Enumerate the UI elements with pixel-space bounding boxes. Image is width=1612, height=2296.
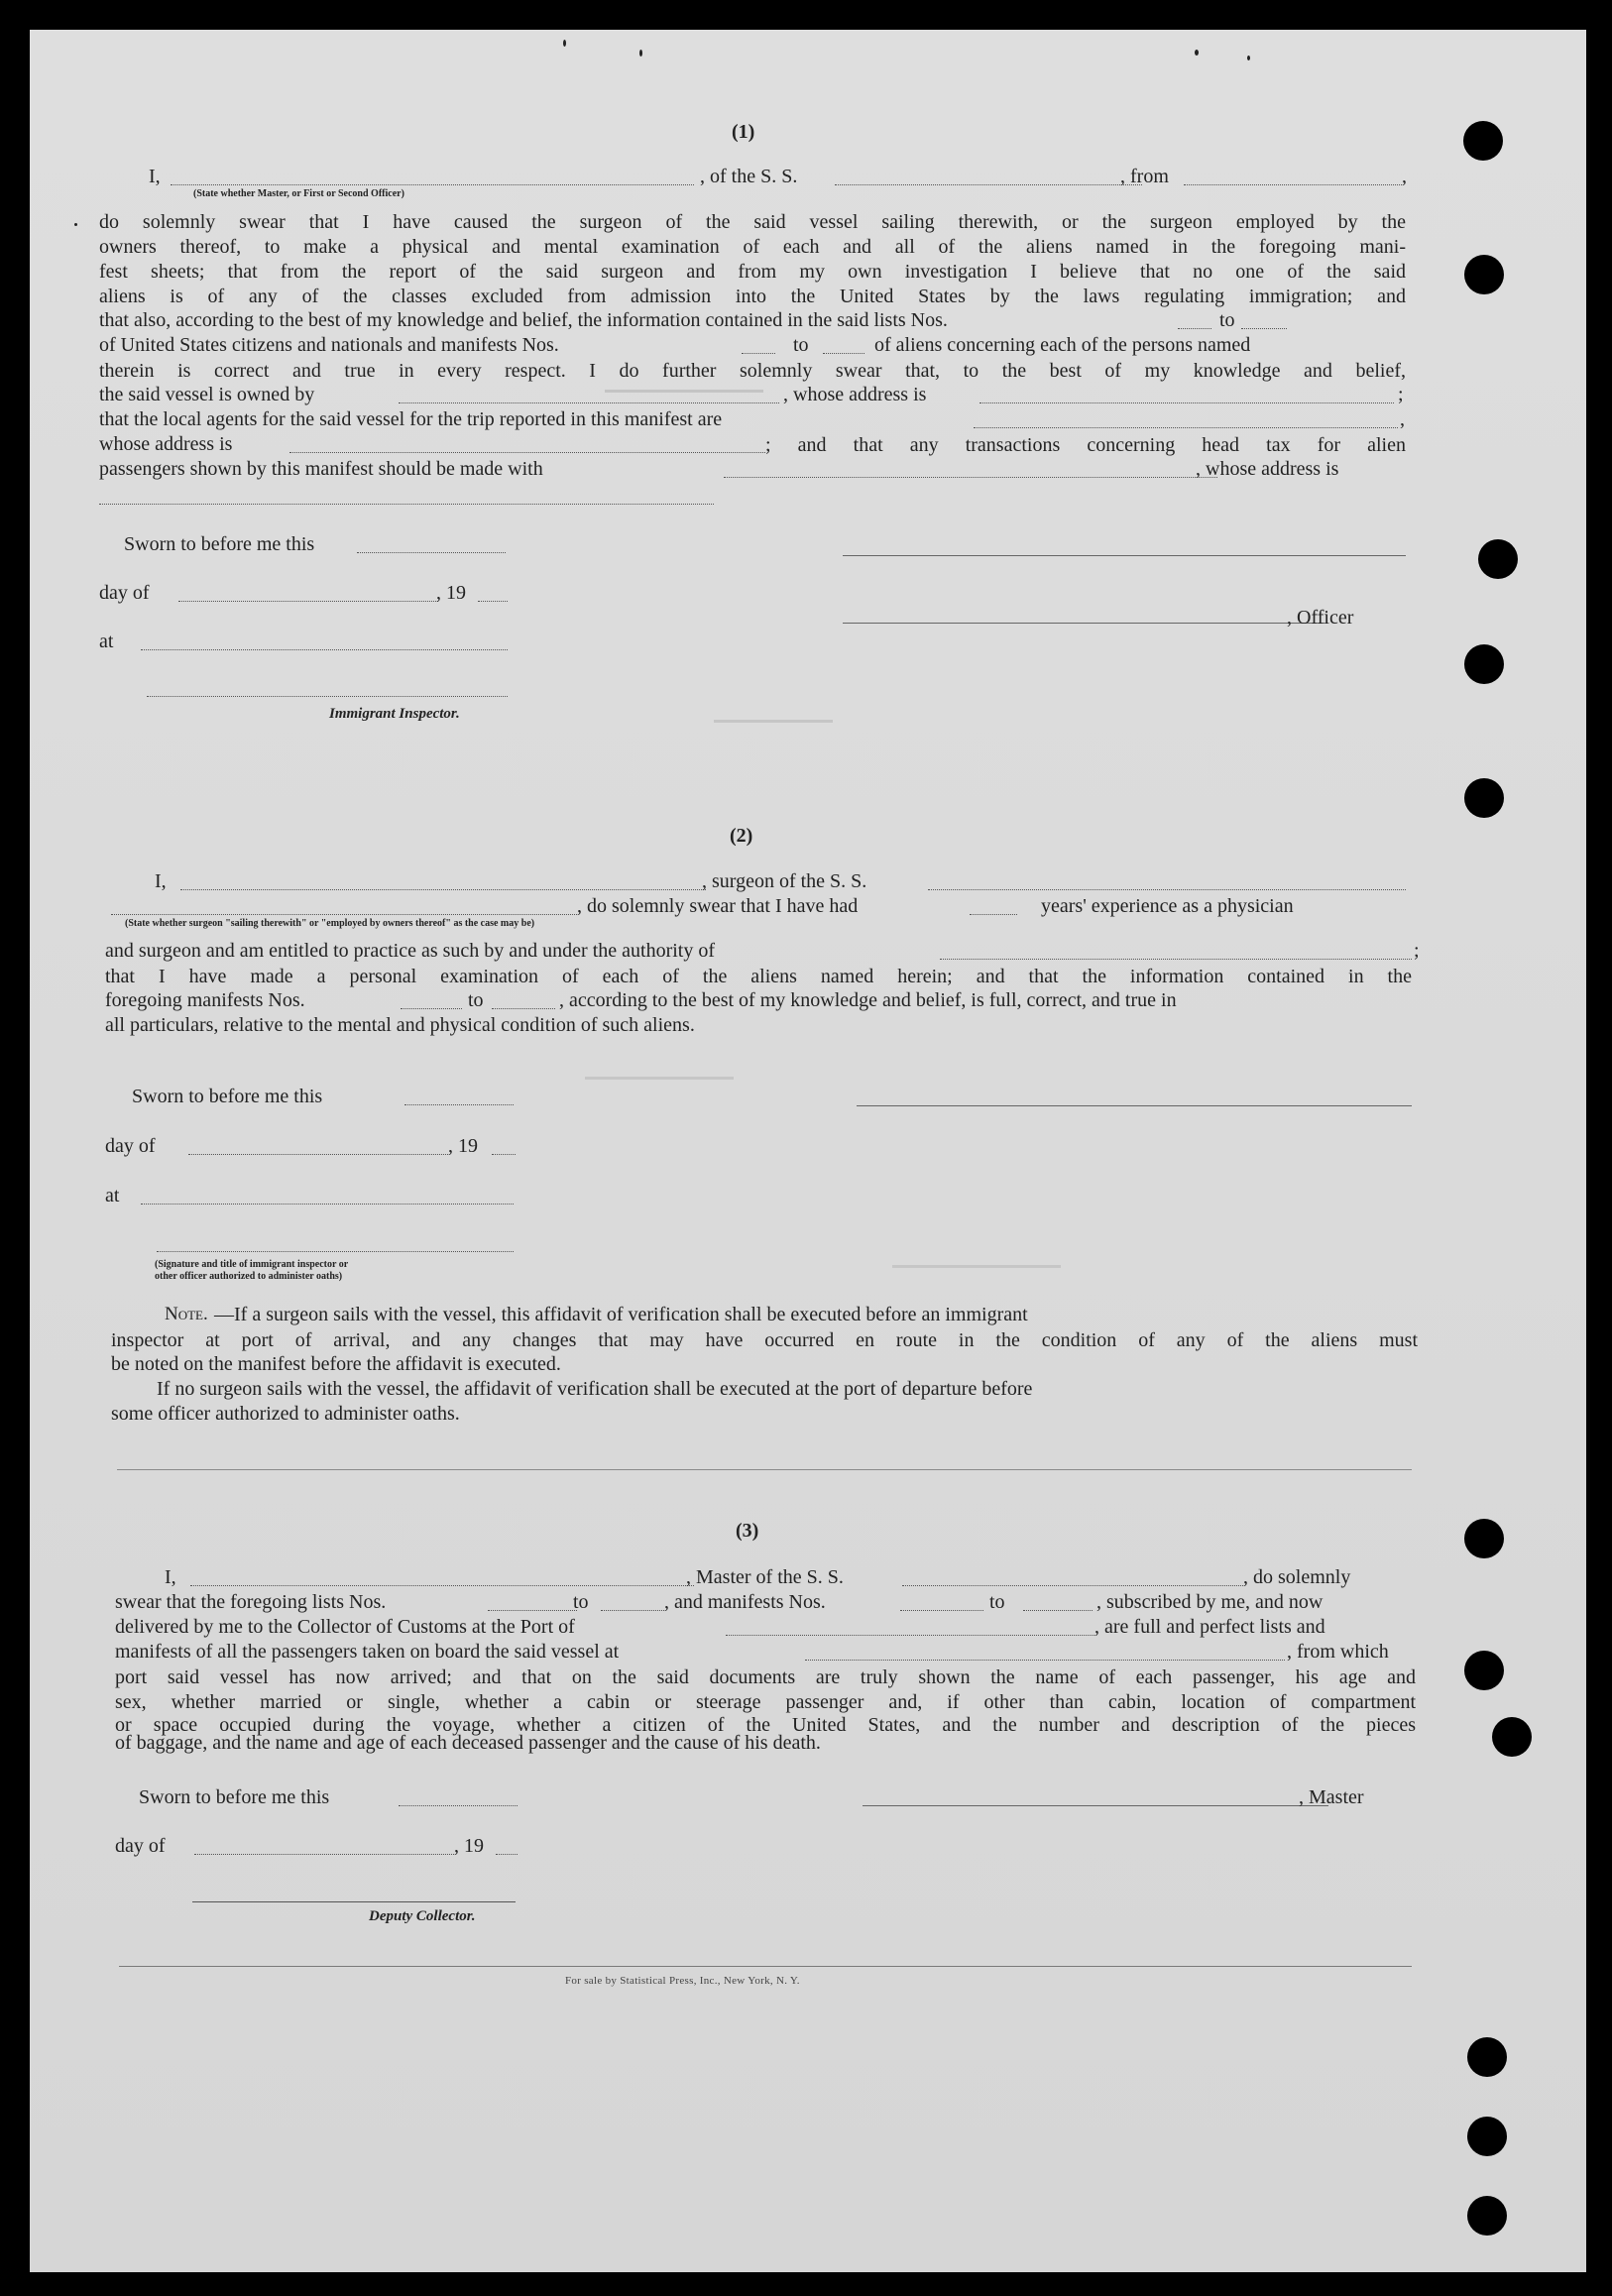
master-lists-from-field[interactable] bbox=[488, 1610, 577, 1611]
year-field-2[interactable] bbox=[492, 1154, 516, 1155]
oath-paragraph-line: do solemnly swear that I have caused the surgeon of the said vessel sailing therewith, or the surgeon employed by the bbox=[99, 211, 1406, 233]
delivered-text: delivered by me to the Collector of Customs at the Port of bbox=[115, 1616, 575, 1638]
surgeon-prefix: I, bbox=[155, 870, 167, 892]
punch-hole bbox=[1464, 1651, 1504, 1690]
speck bbox=[563, 40, 566, 47]
owner-address-field[interactable] bbox=[979, 402, 1394, 403]
oath-paragraph-line: fest sheets; that from the report of the said surgeon and from my own investigation I believe that no one of the said bbox=[99, 261, 1406, 283]
speck bbox=[639, 50, 642, 57]
vessel-name-field[interactable] bbox=[835, 184, 1142, 185]
note-label: Note. bbox=[165, 1304, 208, 1324]
surgeon-of-ss-label: , surgeon of the S. S. bbox=[702, 870, 867, 892]
section-2-number: (2) bbox=[730, 825, 753, 847]
citizens-text: of United States citizens and nationals and manifests Nos. bbox=[99, 334, 559, 356]
experience-text: years' experience as a physician bbox=[1041, 895, 1294, 917]
officer-label: , Officer bbox=[1287, 607, 1354, 629]
punch-hole bbox=[1467, 2196, 1507, 2236]
officer-signature-field[interactable] bbox=[157, 1251, 514, 1252]
to-label: to bbox=[1219, 309, 1235, 331]
bleed-through-mark bbox=[585, 1061, 734, 1080]
punch-hole bbox=[1464, 1519, 1504, 1558]
section-1-number: (1) bbox=[732, 121, 755, 143]
note-text: If no surgeon sails with the vessel, the affidavit of verification shall be executed at the port of departure before bbox=[157, 1378, 1033, 1400]
taken-on-board-text: manifests of all the passengers taken on board the said vessel at bbox=[115, 1641, 620, 1663]
day-of-label: day of bbox=[99, 582, 150, 604]
master-oath-line: sex, whether married or single, whether a cabin or steerage passenger and, if other than cabin, location of compartment bbox=[115, 1691, 1416, 1713]
surgeon-swear-text: , do solemnly swear that I have had bbox=[577, 895, 859, 917]
belief-text: , according to the best of my knowledge and belief, is full, correct, and true in bbox=[559, 989, 1177, 1011]
semicolon: ; bbox=[1414, 940, 1420, 962]
agent-address-field[interactable] bbox=[289, 452, 765, 453]
surgeon-name-field[interactable] bbox=[180, 889, 706, 890]
sworn-date-field[interactable] bbox=[357, 552, 506, 553]
note-text: some officer authorized to administer oaths. bbox=[111, 1403, 460, 1425]
lists-text: that also, according to the best of my knowledge and belief, the information contained in the said lists Nos. bbox=[99, 309, 948, 331]
from-label: , from bbox=[1120, 166, 1169, 187]
master-vessel-field[interactable] bbox=[902, 1585, 1243, 1586]
collector-caption: Deputy Collector. bbox=[369, 1908, 476, 1924]
year-field[interactable] bbox=[478, 601, 508, 602]
master-oath-line: or space occupied during the voyage, whether a citizen of the United States, and the number and description of the pieces bbox=[115, 1714, 1416, 1736]
day-of-field[interactable] bbox=[178, 601, 438, 602]
of-ss-label: , of the S. S. bbox=[700, 166, 798, 187]
note-text: —If a surgeon sails with the vessel, this affidavit of verification shall be executed before an immigrant bbox=[214, 1304, 1028, 1325]
sworn-date-field-3[interactable] bbox=[399, 1805, 518, 1806]
day-of-field-3[interactable] bbox=[194, 1854, 454, 1855]
master-label: , Master bbox=[1299, 1786, 1364, 1808]
head-tax-contact-label: passengers shown by this manifest should be made with bbox=[99, 458, 543, 480]
authority-text: and surgeon and am entitled to practice as such by and under the authority of bbox=[105, 940, 715, 962]
year-label: , 19 bbox=[448, 1135, 478, 1157]
contact-address-label: , whose address is bbox=[1196, 458, 1339, 480]
surgeon-manifests-to-field[interactable] bbox=[492, 1008, 555, 1009]
head-tax-text: ; and that any transactions concerning head tax for alien bbox=[765, 434, 1406, 456]
authority-field[interactable] bbox=[940, 959, 1412, 960]
oath-paragraph-line: aliens is of any of the classes excluded from admission into the United States by the laws regulating immigration; and bbox=[99, 286, 1406, 307]
particulars-text: all particulars, relative to the mental and physical condition of such aliens. bbox=[105, 1014, 695, 1036]
year-field-3[interactable] bbox=[496, 1854, 518, 1855]
speck bbox=[1247, 56, 1250, 60]
master-oath-line: of baggage, and the name and age of each deceased passenger and the cause of his death. bbox=[115, 1732, 821, 1754]
examination-text: that I have made a personal examination of each of the aliens named herein; and that the information contained in the bbox=[105, 966, 1412, 987]
master-of-ss-label: , Master of the S. S. bbox=[686, 1566, 844, 1588]
boarding-port-field[interactable] bbox=[805, 1660, 1285, 1661]
local-agents-label: that the local agents for the said vessel for the trip reported in this manifest are bbox=[99, 408, 723, 430]
punch-hole bbox=[1492, 1717, 1532, 1757]
punch-hole bbox=[1464, 644, 1504, 684]
officer-name-field[interactable] bbox=[171, 184, 694, 185]
master-oath-line: port said vessel has now arrived; and that on the said documents are truly shown the name of each passenger, his age and bbox=[115, 1666, 1416, 1688]
note-text: inspector at port of arrival, and any changes that may have occurred en route in the condition of any of the aliens must bbox=[111, 1329, 1418, 1351]
collector-signature-line[interactable] bbox=[192, 1901, 516, 1902]
master-manifests-from-field[interactable] bbox=[900, 1610, 983, 1611]
surgeon-vessel-field[interactable] bbox=[928, 889, 1406, 890]
subscribed-text: , subscribed by me, and now bbox=[1096, 1591, 1324, 1613]
oath-paragraph-line: owners thereof, to make a physical and mental examination of each and all of the aliens named in the foregoing mani- bbox=[99, 236, 1406, 258]
at-label: at bbox=[105, 1185, 120, 1206]
manifests-from-field[interactable] bbox=[742, 353, 775, 354]
punch-hole bbox=[1464, 778, 1504, 818]
at-label: at bbox=[99, 631, 114, 652]
head-tax-contact-field[interactable] bbox=[724, 477, 1217, 478]
punch-hole bbox=[1478, 539, 1518, 579]
local-agents-field[interactable] bbox=[974, 427, 1398, 428]
punch-hole bbox=[1467, 2037, 1507, 2077]
lists-from-field[interactable] bbox=[1178, 328, 1211, 329]
master-name-field[interactable] bbox=[190, 1585, 694, 1586]
officer-signature-line[interactable] bbox=[843, 555, 1406, 556]
at-field-2[interactable] bbox=[141, 1204, 514, 1205]
printer-imprint: For sale by Statistical Press, Inc., New York, N. Y. bbox=[565, 1975, 800, 1987]
speck bbox=[1195, 50, 1199, 56]
inspector-signature-field[interactable] bbox=[147, 696, 508, 697]
bleed-through-mark bbox=[714, 704, 833, 723]
punch-hole bbox=[1467, 2117, 1507, 2156]
surgeon-signature-line[interactable] bbox=[857, 1105, 1412, 1106]
agent-address-label: whose address is bbox=[99, 433, 233, 455]
contact-address-field[interactable] bbox=[99, 504, 714, 505]
to-label: to bbox=[793, 334, 809, 356]
to-label: to bbox=[468, 989, 484, 1011]
comma: , bbox=[1402, 166, 1407, 187]
footer-divider bbox=[119, 1966, 1412, 1967]
to-label: to bbox=[573, 1591, 589, 1613]
oath-paragraph-line: therein is correct and true in every respect. I do further solemnly swear that, to the best of my knowledge and belief, bbox=[99, 360, 1406, 382]
master-lists-to-field[interactable] bbox=[601, 1610, 664, 1611]
year-label: , 19 bbox=[454, 1835, 484, 1857]
years-experience-field[interactable] bbox=[970, 914, 1017, 915]
section-3-number: (3) bbox=[736, 1520, 759, 1542]
departure-port-field[interactable] bbox=[1184, 184, 1402, 185]
day-of-field-2[interactable] bbox=[188, 1154, 448, 1155]
semicolon: ; bbox=[1398, 384, 1404, 405]
manifests-to-field[interactable] bbox=[823, 353, 864, 354]
year-label: , 19 bbox=[436, 582, 466, 604]
day-of-label: day of bbox=[115, 1835, 166, 1857]
affiant-prefix: I, bbox=[149, 166, 161, 187]
manifests-text: , and manifests Nos. bbox=[664, 1591, 826, 1613]
bleed-through-mark bbox=[892, 1249, 1061, 1268]
surgeon-status-caption: (State whether surgeon "sailing therewith" or "employed by owners thereof" as the case may be) bbox=[125, 918, 535, 929]
to-label: to bbox=[989, 1591, 1005, 1613]
master-prefix: I, bbox=[165, 1566, 176, 1588]
sworn-date-field-2[interactable] bbox=[404, 1104, 514, 1105]
customs-port-field[interactable] bbox=[726, 1635, 1094, 1636]
comma: , bbox=[1400, 408, 1405, 430]
perfect-lists-text: , are full and perfect lists and bbox=[1094, 1616, 1325, 1638]
sworn-label: Sworn to before me this bbox=[124, 533, 315, 555]
sworn-label: Sworn to before me this bbox=[132, 1086, 323, 1107]
manifest-page bbox=[30, 30, 1586, 2272]
owner-field[interactable] bbox=[399, 402, 779, 403]
surgeon-status-field[interactable] bbox=[111, 914, 577, 915]
officer-name-line[interactable] bbox=[843, 623, 1324, 624]
lists-to-field[interactable] bbox=[1241, 328, 1287, 329]
master-signature-line[interactable] bbox=[863, 1805, 1328, 1806]
manifests-label: foregoing manifests Nos. bbox=[105, 989, 305, 1011]
owned-by-label: the said vessel is owned by bbox=[99, 384, 315, 405]
solemnly-text: , do solemnly bbox=[1243, 1566, 1351, 1588]
surgeon-manifests-from-field[interactable] bbox=[401, 1008, 462, 1009]
punch-hole bbox=[1463, 121, 1503, 161]
note-text: be noted on the manifest before the affidavit is executed. bbox=[111, 1353, 561, 1375]
at-field[interactable] bbox=[141, 649, 508, 650]
officer-role-caption: (State whether Master, or First or Second Officer) bbox=[193, 188, 404, 199]
signature-caption: (Signature and title of immigrant inspector or bbox=[155, 1259, 349, 1270]
owner-address-label: , whose address is bbox=[783, 384, 927, 405]
day-of-label: day of bbox=[105, 1135, 156, 1157]
inspector-caption: Immigrant Inspector. bbox=[329, 706, 460, 722]
punch-hole bbox=[1464, 255, 1504, 294]
lists-text: swear that the foregoing lists Nos. bbox=[115, 1591, 387, 1613]
speck bbox=[74, 223, 77, 226]
signature-caption: other officer authorized to administer oaths) bbox=[155, 1271, 343, 1282]
section-divider bbox=[117, 1469, 1412, 1470]
sworn-label: Sworn to before me this bbox=[139, 1786, 330, 1808]
from-which-text: , from which bbox=[1287, 1641, 1389, 1663]
aliens-text: of aliens concerning each of the persons named bbox=[874, 334, 1251, 356]
master-manifests-to-field[interactable] bbox=[1023, 1610, 1093, 1611]
